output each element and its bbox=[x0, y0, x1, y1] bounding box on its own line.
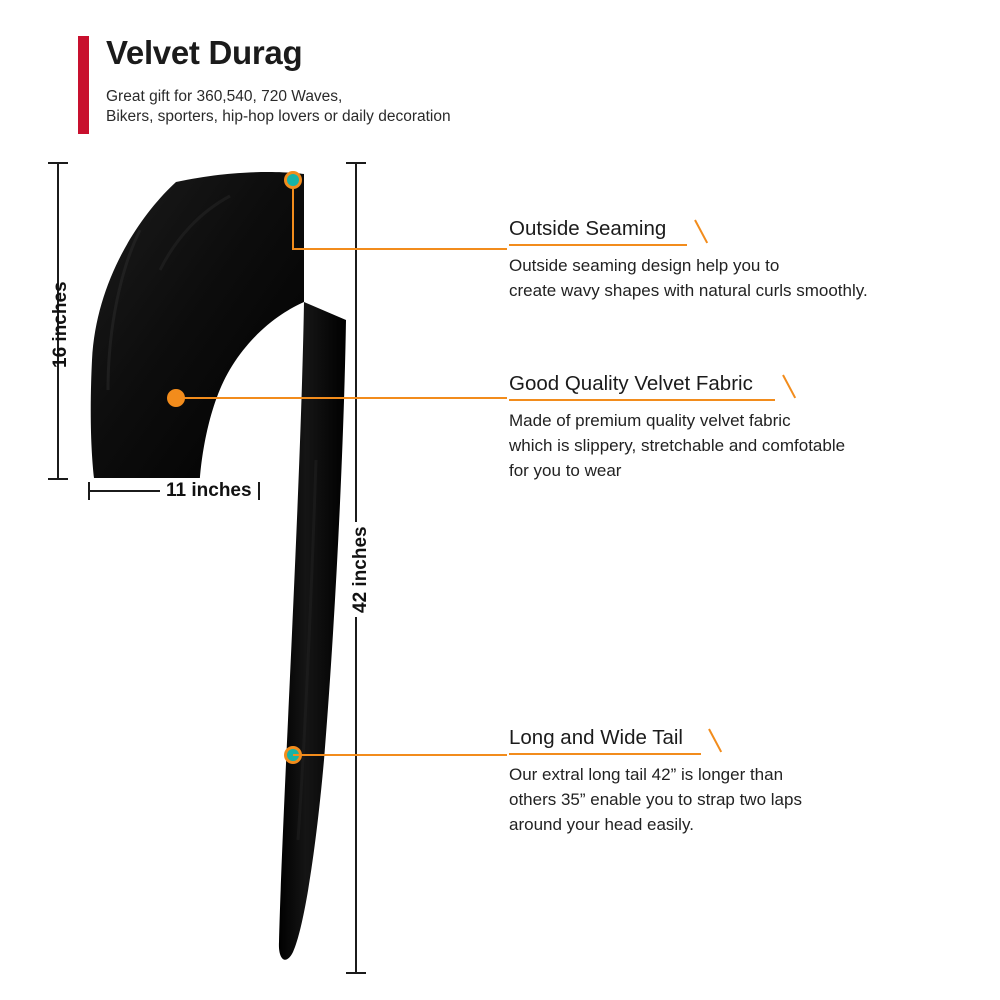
callout-velvet-fabric bbox=[509, 372, 949, 483]
callout-underline-1 bbox=[509, 244, 687, 246]
callout-body-line2: others 35” enable you to strap two laps bbox=[509, 790, 802, 809]
callout-underline-3 bbox=[509, 753, 701, 755]
header-accent-bar bbox=[78, 36, 89, 134]
callout-body-line1: Made of premium quality velvet fabric bbox=[509, 411, 791, 430]
dimension-width-label: 11 inches bbox=[160, 480, 258, 502]
dimension-tail-label: 42 inches bbox=[348, 522, 374, 617]
callout-leader-vertical-1 bbox=[292, 189, 294, 249]
callout-leader-horizontal-3 bbox=[293, 754, 507, 756]
callout-body-line2: which is slippery, stretchable and comfotable bbox=[509, 436, 846, 455]
callout-leader-horizontal-2 bbox=[176, 397, 507, 399]
callout-body-line1: Outside seaming design help you to bbox=[509, 256, 780, 275]
header-subtitle-line2: Bikers, sporters, hip-hop lovers or daily decoration bbox=[106, 108, 451, 125]
callout-outside-seaming bbox=[509, 217, 949, 303]
dimension-tail-tick-top bbox=[346, 162, 366, 164]
callout-title-long-wide-tail: Long and Wide Tail bbox=[509, 726, 683, 749]
callout-title-outside-seaming: Outside Seaming bbox=[509, 217, 667, 240]
callout-body-line2: create wavy shapes with natural curls smoothly. bbox=[509, 281, 868, 300]
dimension-width-tick-left bbox=[88, 482, 90, 500]
callout-body-line3: for you to wear bbox=[509, 461, 622, 480]
callout-body-line1: Our extral long tail 42” is longer than bbox=[509, 765, 784, 784]
dimension-height-tick-top bbox=[48, 162, 68, 164]
dimension-height-tick-bottom bbox=[48, 478, 68, 480]
header-subtitle bbox=[106, 87, 451, 127]
callout-body-line3: around your head easily. bbox=[509, 815, 694, 834]
dimension-tail-tick-bottom bbox=[346, 972, 366, 974]
callout-long-wide-tail bbox=[509, 726, 949, 837]
callout-body-long-wide-tail bbox=[509, 762, 949, 837]
callout-title-velvet-fabric: Good Quality Velvet Fabric bbox=[509, 372, 753, 395]
callout-body-outside-seaming bbox=[509, 253, 949, 303]
header bbox=[78, 36, 598, 136]
callout-leader-horizontal-1 bbox=[292, 248, 507, 250]
durag-tail-shape bbox=[279, 302, 346, 960]
dimension-width-tick-right bbox=[258, 482, 260, 500]
callout-underline-2 bbox=[509, 399, 775, 401]
callout-body-velvet-fabric bbox=[509, 408, 949, 483]
dimension-height-label: 16 inches bbox=[50, 281, 71, 368]
header-subtitle-line1: Great gift for 360,540, 720 Waves, bbox=[106, 88, 343, 105]
page-title: Velvet Durag bbox=[106, 34, 303, 71]
callout-dot-outside-seaming[interactable] bbox=[284, 171, 302, 189]
